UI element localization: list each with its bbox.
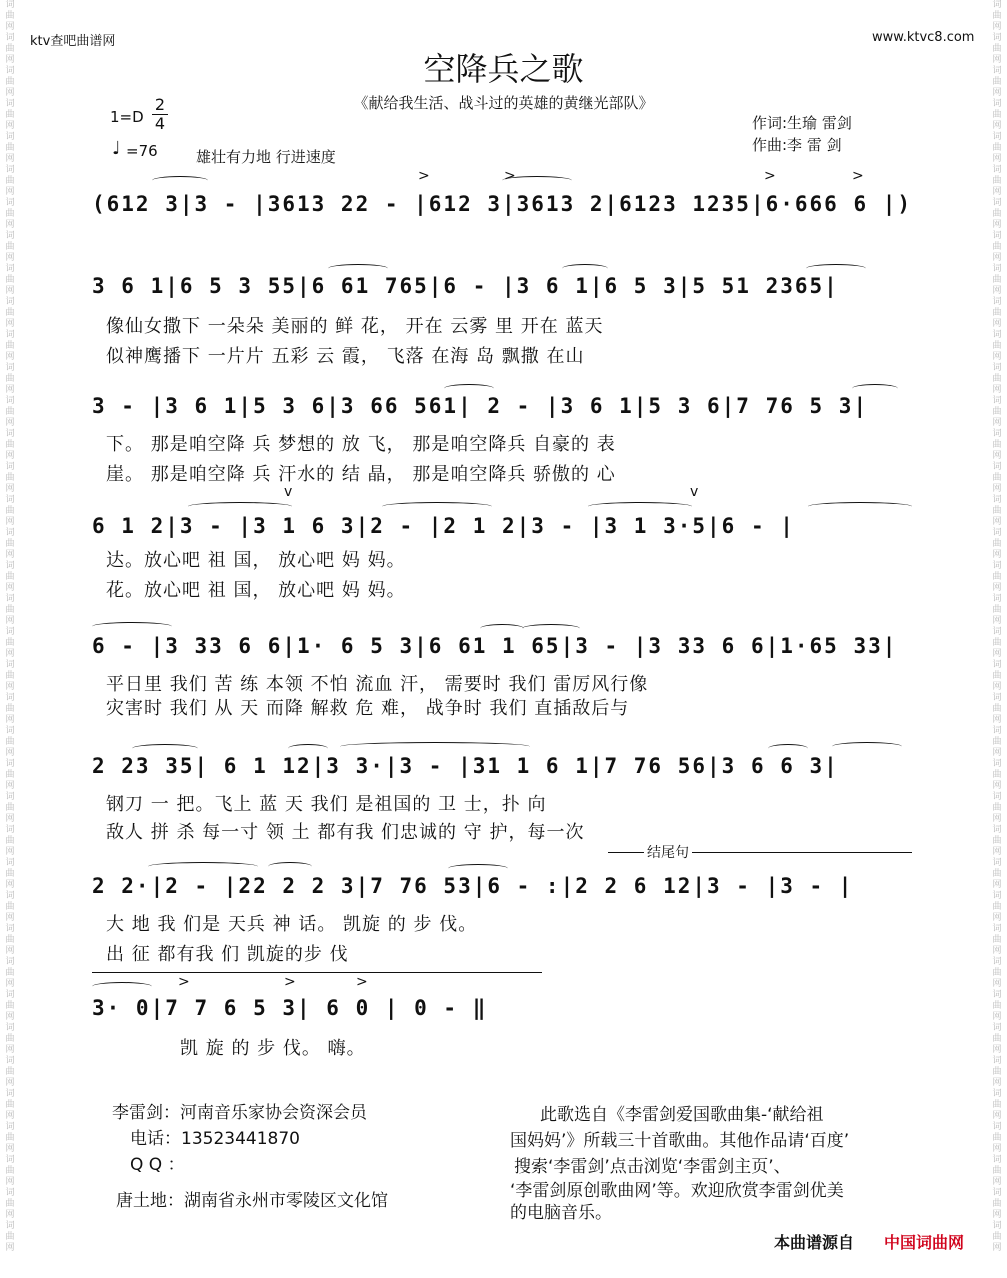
lyric-verse-2: 灾害时 我们 从 天 而降 解救 危 难， 战争时 我们 直插敌后与 (106, 698, 630, 719)
slur (768, 744, 808, 753)
accent-mark: > (764, 168, 776, 184)
tie (808, 502, 912, 511)
note-line-2: 国妈妈’》所载三十首歌曲。其他作品请‘百度’ (510, 1131, 850, 1151)
score-row-3 (92, 388, 912, 488)
accent-mark: > (852, 168, 864, 184)
score-row-1 (92, 168, 913, 234)
tie (92, 982, 152, 991)
lyric-verse-2: 出 征 都有我 们 凯旋的步 伐 (106, 944, 349, 965)
time-bottom: 4 (152, 114, 168, 133)
tie (92, 622, 172, 631)
notation-line: 3 - |3 6 1|5 3 6|3 66 561| 2 - |3 6 1|5 3 6|7 76 5 3| (92, 394, 869, 418)
slur (444, 384, 494, 393)
lyricist: 作词:生瑜 雷剑 (752, 114, 852, 132)
score-row-8 (92, 974, 912, 1060)
breath-mark: v (284, 484, 293, 500)
side-watermark-left: 词曲网词曲网词曲网词曲网词曲网词曲网词曲网词曲网词曲网词曲网词曲网词曲网词曲网词曲网词曲网词曲网词曲网词曲网词曲网词曲网词曲网词曲网词曲网词曲网词曲网词曲网词曲网词曲网词曲网词曲网词曲网词曲网词曲网词曲网词曲网词曲网词曲网词曲网 (5, 0, 15, 1253)
slur (852, 384, 898, 393)
score-row-2 (92, 268, 912, 368)
site-name-left[interactable]: ktv查吧曲谱网 (30, 34, 116, 49)
address: 唐土地：湖南省永州市零陵区文化馆 (116, 1191, 388, 1211)
note-line-5: 的电脑音乐。 (510, 1203, 612, 1223)
phone: 电话：13523441870 (130, 1129, 300, 1149)
song-title: 空降兵之歌 (423, 50, 584, 88)
breath-mark: v (690, 484, 699, 500)
slur (480, 624, 524, 633)
note-line-1: 此歌选自《李雷剑爱国歌曲集-‘献给祖 (540, 1105, 824, 1125)
accent-mark: > (418, 168, 430, 184)
site-url-right[interactable]: www.ktvc8.com (872, 30, 975, 45)
score-row-7 (92, 845, 912, 968)
notation-line: 3 6 1|6 5 3 55|6 61 765|6 - |3 6 1|6 5 3|5 51 2365| (92, 274, 839, 298)
source-label: 本曲谱源自 (774, 1233, 855, 1252)
time-top: 2 (154, 95, 166, 114)
tie (148, 862, 258, 871)
accent-mark: > (504, 168, 516, 184)
qq: Q Q ： (130, 1155, 185, 1175)
ending-bracket (92, 972, 542, 973)
lyric-verse-2: 似神鹰播下 一片片 五彩 云 霞， 飞落 在海 岛 飘撒 在山 (106, 346, 585, 367)
lyric-verse-1: 平日里 我们 苦 练 本领 不怕 流血 汗， 需要时 我们 雷厉风行像 (106, 674, 649, 695)
accent-mark: > (356, 974, 368, 990)
lyric-verse-1: 达。放心吧 祖 国， 放心吧 妈 妈。 (106, 550, 406, 571)
source-site-link[interactable]: 中国词曲网 (884, 1233, 965, 1252)
notation-line: 2 23 35| 6 1 12|3 3·|3 - |31 1 6 1|7 76 56|3 6 6 3| (92, 754, 839, 778)
notation-line: 6 1 2|3 - |3 1 6 3|2 - |2 1 2|3 - |3 1 3·5|6 - | (92, 514, 795, 538)
slur (522, 624, 580, 633)
quarter-note-icon: ♩ (112, 138, 121, 159)
score-row-4 (92, 484, 912, 608)
accent-mark: > (284, 974, 296, 990)
coda-label: 结尾句 (644, 842, 692, 862)
slur (268, 862, 312, 871)
slur (328, 264, 388, 273)
slur (448, 864, 508, 873)
accent-mark: > (178, 974, 190, 990)
slur (806, 264, 866, 273)
slur (832, 742, 902, 751)
score-row-6 (92, 748, 912, 848)
note-line-3: 搜索‘李雷剑’点击浏览‘李雷剑主页’、 (514, 1157, 791, 1177)
tempo: =76 (126, 142, 158, 160)
lyric-verse-2: 敌人 拼 杀 每一寸 领 土 都有我 们忠诚的 守 护，每一次 (106, 822, 585, 843)
notation-line: 3· 0|7 7 6 5 3| 6 0 | 0 - ‖ (92, 996, 488, 1020)
time-signature (152, 96, 168, 133)
composer: 作曲:李 雷 剑 (752, 136, 842, 154)
lyric-ending: 凯 旋 的 步 伐。 嗨。 (180, 1038, 366, 1059)
lyric-verse-2: 崖。 那是咱空降 兵 汗水的 结 晶， 那是咱空降兵 骄傲的 心 (106, 464, 616, 485)
tie (340, 742, 530, 751)
lyric-verse-1: 钢刀 一 把。飞上 蓝 天 我们 是祖国的 卫 士，扑 向 (106, 794, 547, 815)
notation-line: 2 2·|2 - |22 2 2 3|7 76 53|6 - :|2 2 6 12|3 - |3 - | (92, 874, 854, 898)
lyric-verse-2: 花。放心吧 祖 国， 放心吧 妈 妈。 (106, 580, 406, 601)
slur (152, 176, 208, 185)
tie (188, 502, 292, 511)
notation-line: 6 - |3 33 6 6|1· 6 5 3|6 61 1 65|3 - |3 33 6 6|1·65 33| (92, 634, 898, 658)
lyric-verse-1: 像仙女撒下 一朵朵 美丽的 鲜 花， 开在 云雾 里 开在 蓝天 (106, 316, 604, 337)
expression: 雄壮有力地 行进速度 (196, 148, 336, 166)
key-signature: 1=D (110, 108, 144, 126)
author-info: 李雷剑：河南音乐家协会资深会员 (112, 1103, 367, 1123)
slur (132, 744, 198, 753)
lyric-verse-1: 大 地 我 们是 天兵 神 话。 凯旋 的 步 伐。 (106, 914, 478, 935)
lyric-verse-1: 下。 那是咱空降 兵 梦想的 放 飞， 那是咱空降兵 自豪的 表 (106, 434, 616, 455)
slur (288, 744, 328, 753)
notation-line: (612 3|3 - |3613 22 - |612 3|3613 2|6123 1235|6·666 6 |) (92, 192, 913, 216)
slur (562, 264, 608, 273)
tie (588, 502, 692, 511)
note-line-4: ‘李雷剑原创歌曲网’等。欢迎欣赏李雷剑优美 (510, 1181, 844, 1201)
side-watermark-right: 词曲网词曲网词曲网词曲网词曲网词曲网词曲网词曲网词曲网词曲网词曲网词曲网词曲网词曲网词曲网词曲网词曲网词曲网词曲网词曲网词曲网词曲网词曲网词曲网词曲网词曲网词曲网词曲网词曲网词曲网词曲网词曲网词曲网词曲网词曲网词曲网词曲网词曲网 (992, 0, 1002, 1253)
song-subtitle: 《献给我生活、战斗过的英雄的黄继光部队》 (353, 94, 654, 112)
tie (382, 502, 492, 511)
score-row-5 (92, 628, 912, 728)
